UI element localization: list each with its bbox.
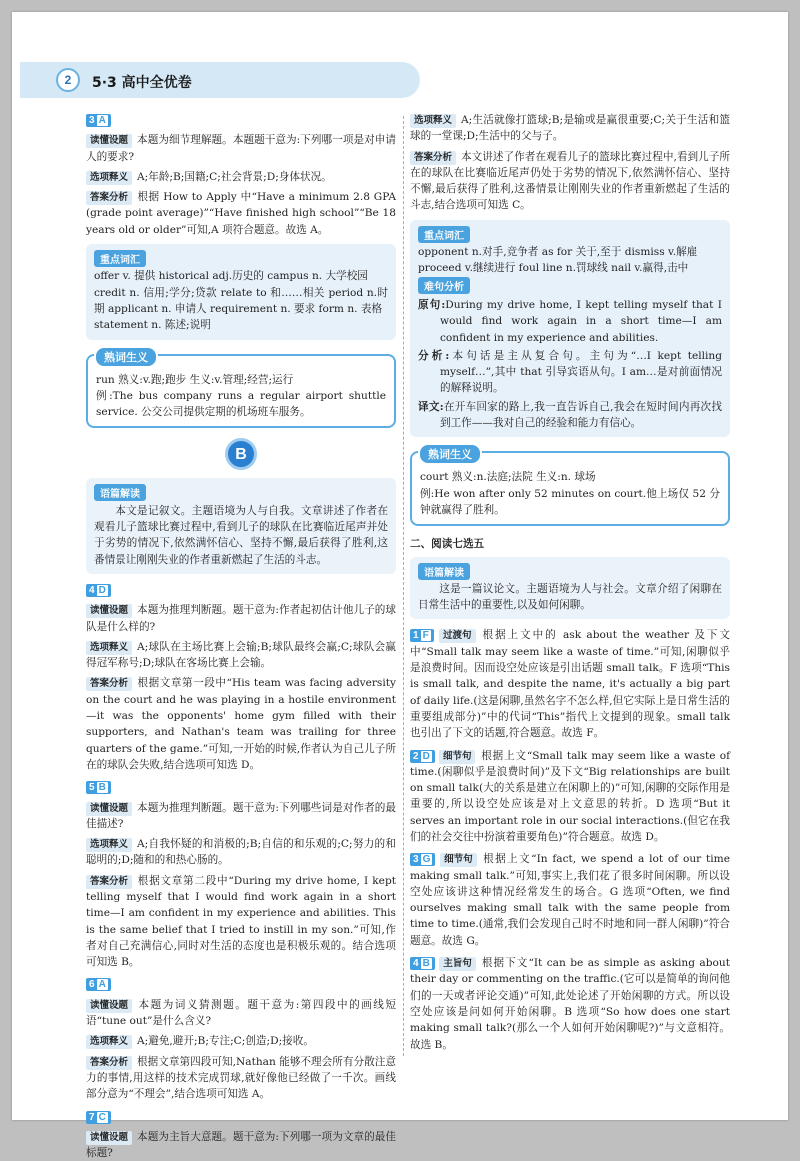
question-4: 4 D 读懂设题 本题为推理判断题。题干意为:作者起初估计他儿子的球队是什么样的? 选项释义 A;球队在主场比赛上会输;B;球队最终会赢;C;球队会赢得冠军称号;D;球队在客场比赛上会输。 答案分析 根据文章第一段中“His team was facing adversity on the court and he was playing in a hostile environment—it was the opponents' home gym filled with their supporters, and Nathan's team was trailing for three quarters of the game.”可知,一开始的时候,作者认为自己儿子所在的球队会失败,结合选项可知选 D。 xyxy=(86,584,396,771)
vocab-line: statement n. 陈述;说明 xyxy=(94,319,211,332)
vocab-line: credit n. 信用;学分;贷款 relate to 和……相关 period n.时期 applicant n. 申请人 requirement n. 要求 form n. 表格 xyxy=(94,286,388,315)
section-title: 二、阅读七选五 xyxy=(410,538,485,551)
question-6: 6 A 读懂设题 本题为词义猜测题。题干意为:第四段中的画线短语“tune out”是什么含义? 选项释义 A;避免,避开;B;专注;C;创造;D;接收。 答案分析 根据文章第四段可知,Nathan 能够不理会所有分散注意力的事情,用这样的技术完成罚球,就好像他已经做了一千次。画线部分意为“不理会”,结合选项可知选 A。 xyxy=(86,979,396,1101)
vocab-box xyxy=(86,244,396,339)
yupian-box: 语篇解读 这是一篇议论文。主题语境为人与社会。文章介绍了闲聊在日常生活中的重要性,以及如何闲聊。 xyxy=(410,557,730,620)
qxuan-1: 1 F 过渡句 根据上文中的 ask about the weather 及下文中“Small talk may seem like a waste of time.”可知,闲聊似乎是浪费时间。因而设空处应该是引出话题 small talk。F 选项“This is small talk, and despite the name, it's actually a big part of daily life.(这是闲聊,虽然名字不怎么样,但它实际上是日常生活的重要组成部分)”中的代词“This”指代上文提到的现象。small talk 也引出了下文的话题,符合题意。故选 F。 xyxy=(410,629,730,740)
shuci-box: 熟词生义 run 熟义:v.跑;跑步 生义:v.管理;经营;运行 例:The bus company runs a regular airport shuttle service. 公交公司提供定期的机场班车服务。 xyxy=(86,354,396,429)
question-5: 5 B 读懂设题 本题为推理判断题。题干意为:下列哪些词是对作者的最佳描述? 选项释义 A;自我怀疑的和消极的;B;自信的和乐观的;C;努力的和聪明的;D;随和的和热心肠的。 答案分析 根据文章第二段中“During my drive home, I kept telling myself that I would find work again in a short time—I am confident in my experience and abilities. This is the same belief that I tried to instill in my son.”可知,作者对自己充满信心,同时对生活的态度也是积极乐观的。结合选项可知选 B。 xyxy=(86,782,396,969)
vocab-box: 重点词汇 opponent n.对手,竞争者 as for 关于,至于 dismiss v.解雇 proceed v.继续进行 foul line n.罚球线 nail v.赢得,击中 难句分析 原句:During my drive home, I kept telling myself that I would find work again in a short time—I am confident in my experience and abilities. 分析:本句话是主从复合句。主句为“…I kept telling myself…”,其中 that 引导宾语从句。I am…是对前面情况的解释说明。 译文:在开车回家的路上,我一直告诉自己,我会在短时间内再次找到工作——我对自己的经验和能力有信心。 xyxy=(410,220,730,438)
question-number: 7 C xyxy=(86,1111,111,1124)
question-7: 7 C 读懂设题 本题为主旨大意题。题干意为:下列哪一项为文章的最佳标题? xyxy=(86,1111,396,1160)
qxuan-2: 2 D 细节句 根据上文“Small talk may seem like a waste of time.(闲聊似乎是浪费时间)”及下文“Big relationships are built on small talk(大的关系是建立在闲聊上的)”可知,闲聊的交际作用是重要的,所以设空处应该是对上文意思的转折。D 选项“But it serves an important role in our social interactions.(但它在我们的社会交往中扮演着重要角色)”符合题意。故选 D。 xyxy=(410,749,730,843)
shuci-box: 熟词生义 court 熟义:n.法庭;法院 生义:n. 球场 例:He won after only 52 minutes on court.他上场仅 52 分钟就赢得了胜利。 xyxy=(410,451,730,526)
question-3: 3 A 读懂设题 本题为细节理解题。本题题干意为:下列哪一项是对申请人的要求? 选项释义 A;年龄;B;国籍;C;社会背景;D;身体状况。 答案分析 根据 How to Apply 中“Have a minimum 2.8 GPA (grade point average)”“Have finished high school”“Be 18 years old or older”可知,A 项符合题意。故选 A。 xyxy=(86,115,396,236)
question-7-continued: 选项释义 A;生活就像打篮球;B;是输或是赢很重要;C;关于生活和篮球的一堂课;D;生活中的父与子。 答案分析 本文讲述了作者在观看儿子的篮球比赛过程中,看到儿子所在的球队在比赛临近尾声仍处于劣势的情况下,依然满怀信心、坚持不懈,最后获得了胜利,这番情景让刚刚失业的作者重新燃起了生活的斗志,结合选项可知选 C。 xyxy=(410,114,730,212)
question-number: 5 B xyxy=(86,781,111,794)
qxuan-3: 3 G 细节句 根据上文“In fact, we spend a lot of our time making small talk.”可知,事实上,我们花了很多时间闲聊。所以设空处应该讲这种情况经常发生的场合。G 选项“Often, we find ourselves making small talk with the same people from time to time.(通常,我们会发现自己时不时地和同一群人闲聊)”符合题意。故选 G。 xyxy=(410,853,730,947)
left-column xyxy=(86,112,396,1161)
qxuan-4: 4 B 主旨句 根据下文“It can be as simple as asking about their day or commenting on the traffic.(它可以是简单的询问他们的一天或者评论交通)”可知,此处论述了开始闲聊的方式。所以设空处应该是问如何开始闲聊。B 选项“So how does one start making small talk?(那么一个人如何开始闲聊呢?)”与文意相符。故选 B。 xyxy=(410,957,730,1051)
header-title: 5·3 高中全优卷 xyxy=(92,75,192,91)
question-number: 3 A xyxy=(86,114,111,127)
vocab-heading: 重点词汇 xyxy=(94,250,146,267)
question-number: 6 A xyxy=(86,978,111,991)
page-number: 2 xyxy=(56,68,80,92)
right-column xyxy=(410,108,730,1053)
page xyxy=(12,12,788,1160)
nanju-heading: 难句分析 xyxy=(418,277,470,294)
header-band xyxy=(20,62,420,98)
question-number: 4 D xyxy=(86,584,111,597)
shuci-tag: 熟词生义 xyxy=(94,346,158,368)
vocab-line: offer v. 提供 historical adj.历史的 campus n. 大学校园 xyxy=(94,270,368,283)
column-divider xyxy=(403,116,404,1056)
yupian-box: 语篇解读 本文是记叙文。主题语境为人与自我。文章讲述了作者在观看儿子篮球比赛过程中,看到儿子的球队在比赛临近尾声并处于劣势的情况下,依然满怀信心、坚持不懈,最后获得了胜利,这番情景让刚刚失业的作者重新燃起了生活的斗志。 xyxy=(86,478,396,573)
section-b-badge: B xyxy=(225,438,257,470)
